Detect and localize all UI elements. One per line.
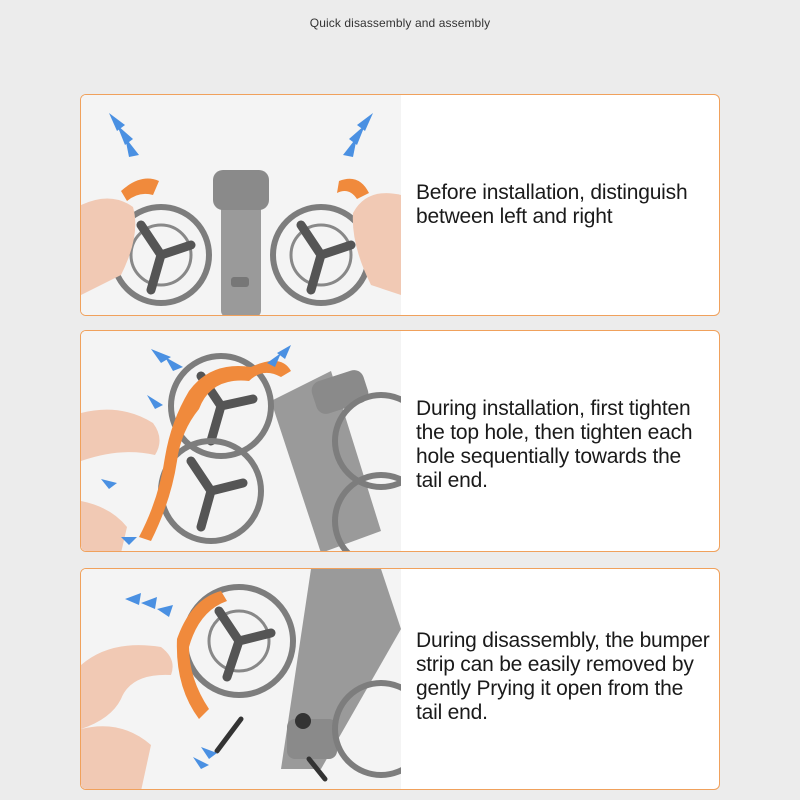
- drone-bumper-left-right-photo: [81, 95, 401, 315]
- drone-bumper-removal-photo: [81, 569, 401, 789]
- step-caption-2: During installation, first tighten the top hole, then tighten each hole sequentially towards the tail end.: [416, 397, 693, 492]
- step-caption-1: Before installation, distinguish between left and right: [416, 181, 688, 228]
- drone-bumper-installation-photo: [81, 331, 401, 551]
- step-card-2: [80, 330, 720, 552]
- drone-photo-illustration-1: [81, 95, 401, 315]
- step-caption-3: During disassembly, the bumper strip can be easily removed by gently Prying it open from the tail end.: [416, 629, 710, 724]
- step-card-3: [80, 568, 720, 790]
- page-title: Quick disassembly and assembly: [309, 16, 491, 30]
- drone-photo-illustration-2: [81, 331, 401, 551]
- step-card-1: [80, 94, 720, 316]
- drone-photo-illustration-3: [81, 569, 401, 789]
